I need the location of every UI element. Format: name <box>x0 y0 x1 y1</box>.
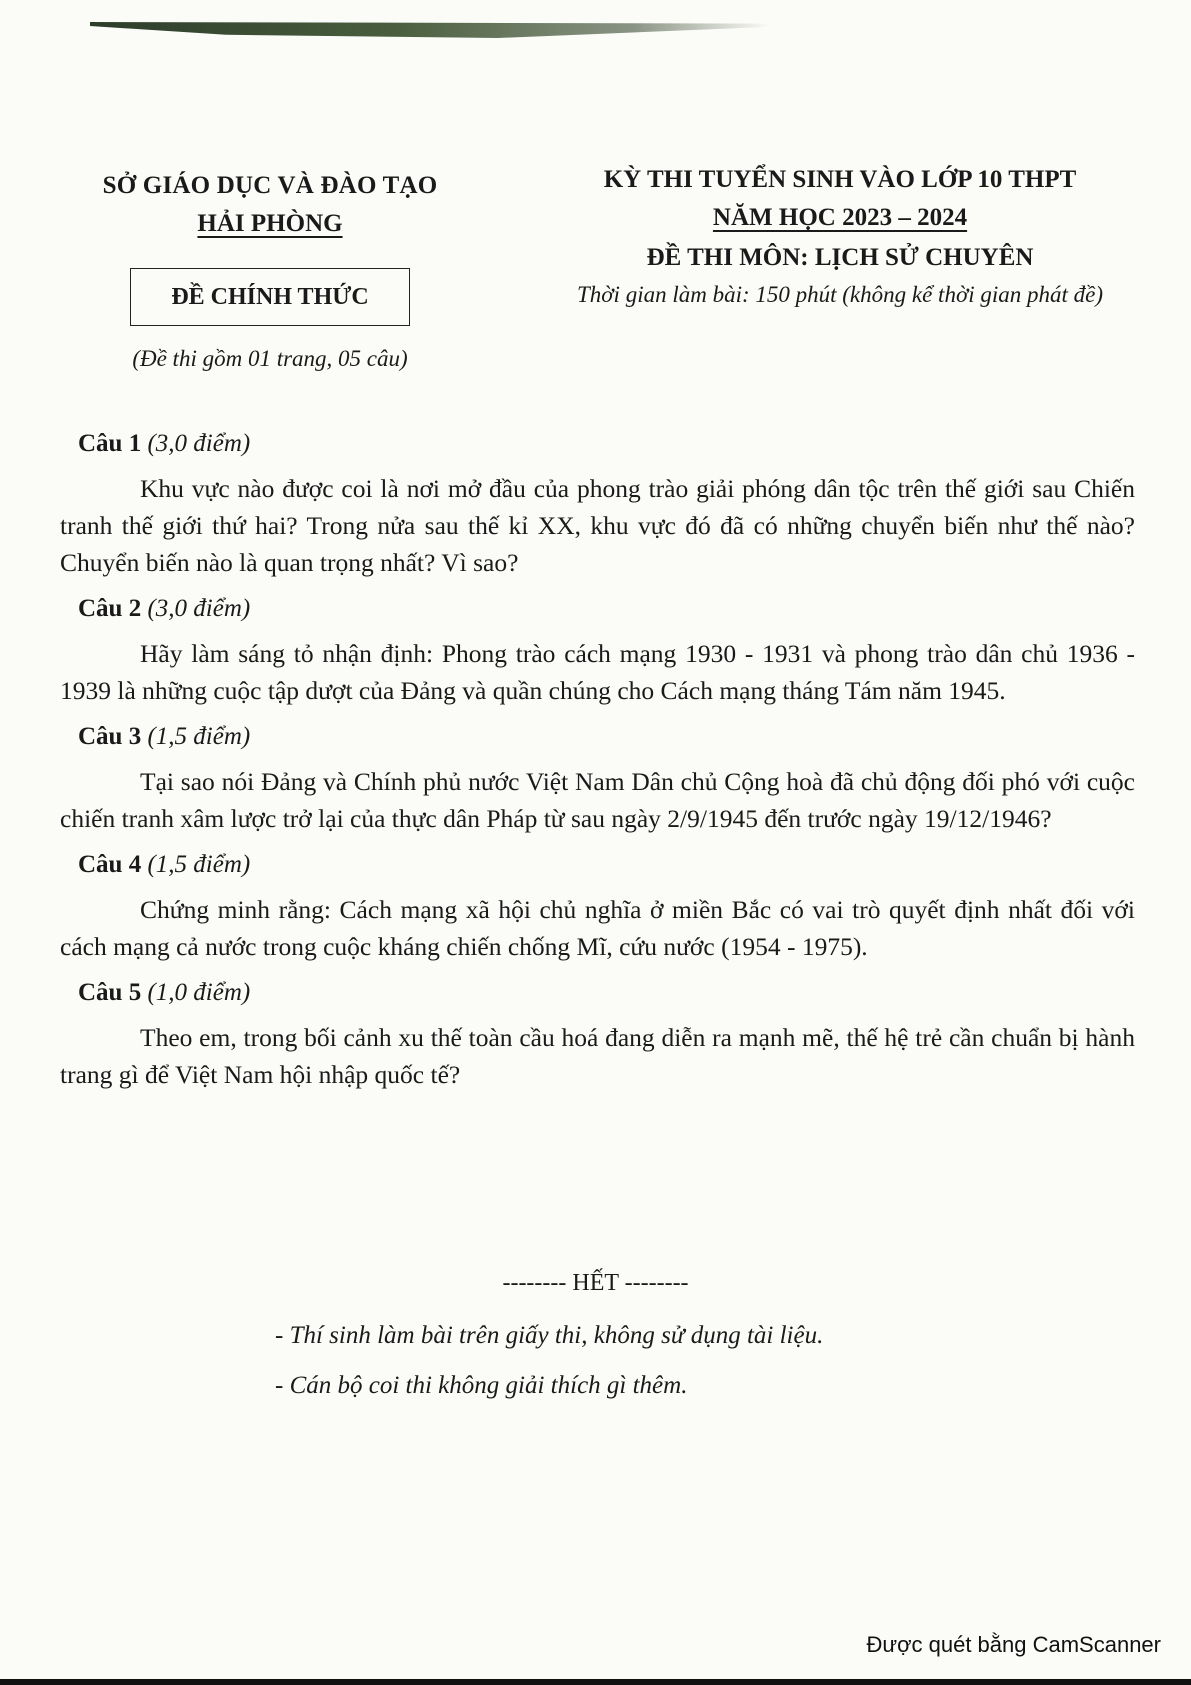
question-3 <box>60 723 1135 837</box>
question-list <box>60 430 1135 1107</box>
scanner-watermark: Được quét bằng CamScanner <box>866 1632 1161 1657</box>
city-name: HẢI PHÒNG <box>197 210 343 237</box>
department-name: SỞ GIÁO DỤC VÀ ĐÀO TẠO <box>102 172 438 199</box>
question-text: Tại sao nói Đảng và Chính phủ nước Việt Nam Dân chủ Cộng hoà đã chủ động đối phó với cuộc chiến tranh xâm lược trở lại của thực dân Pháp từ sau ngày 2/9/1945 đến trước ngày 19/12/1946? <box>60 767 1135 833</box>
official-label: ĐỀ CHÍNH THỨC <box>171 283 369 310</box>
question-2 <box>60 595 1135 709</box>
question-label: Câu 3 <box>78 723 142 750</box>
question-text: Hãy làm sáng tỏ nhận định: Phong trào cách mạng 1930 - 1931 và phong trào dân chủ 1936 - 1939 là những cuộc tập dượt của Đảng và quần chúng cho Cách mạng tháng Tám năm 1945. <box>60 639 1135 705</box>
question-points: (1,5 điểm) <box>147 723 251 750</box>
school-year: NĂM HỌC 2023 – 2024 <box>712 204 968 231</box>
question-label: Câu 2 <box>78 595 142 622</box>
question-4 <box>60 851 1135 965</box>
question-points: (1,0 điểm) <box>147 979 251 1006</box>
question-label: Câu 5 <box>78 979 142 1006</box>
exam-duration: Thời gian làm bài: 150 phút (không kể thời gian phát đề) <box>576 282 1104 307</box>
exam-notes <box>275 1322 823 1422</box>
department-header <box>80 172 460 238</box>
question-points: (3,0 điểm) <box>147 430 251 457</box>
exam-subject: ĐỀ THI MÔN: LỊCH SỬ CHUYÊN <box>646 244 1034 271</box>
question-text: Theo em, trong bối cảnh xu thế toàn cầu hoá đang diễn ra mạnh mẽ, thế hệ trẻ cần chuẩn bị hành trang gì để Việt Nam hội nhập quốc tế? <box>60 1023 1135 1089</box>
exam-title: KỲ THI TUYỂN SINH VÀO LỚP 10 THPT <box>603 166 1077 193</box>
pages-note: (Đề thi gồm 01 trang, 05 câu) <box>132 346 408 371</box>
question-text: Khu vực nào được coi là nơi mở đầu của phong trào giải phóng dân tộc trên thế giới sau Chiến tranh thế giới thứ hai? Trong nửa sau thế kỉ XX, khu vực đó đã có những chuyển biến như thế nào? Chuyển biến nào là quan trọng nhất? Vì sao? <box>60 474 1135 577</box>
question-text: Chứng minh rằng: Cách mạng xã hội chủ nghĩa ở miền Bắc có vai trò quyết định nhất đối với cách mạng cả nước trong cuộc kháng chiến chống Mĩ, cứu nước (1954 - 1975). <box>60 895 1135 961</box>
question-points: (1,5 điểm) <box>147 851 251 878</box>
note-proctors: - Cán bộ coi thi không giải thích gì thêm. <box>275 1372 688 1399</box>
exam-header <box>520 166 1160 308</box>
scan-bottom-edge <box>0 1679 1191 1685</box>
question-label: Câu 1 <box>78 430 142 457</box>
official-stamp-box <box>130 268 410 326</box>
scan-edge-artifact <box>90 22 770 38</box>
question-label: Câu 4 <box>78 851 142 878</box>
note-candidates: - Thí sinh làm bài trên giấy thi, không sử dụng tài liệu. <box>275 1322 824 1349</box>
question-5 <box>60 979 1135 1093</box>
question-1 <box>60 430 1135 581</box>
question-points: (3,0 điểm) <box>147 595 251 622</box>
end-of-exam-mark: -------- HẾT -------- <box>502 1270 689 1296</box>
